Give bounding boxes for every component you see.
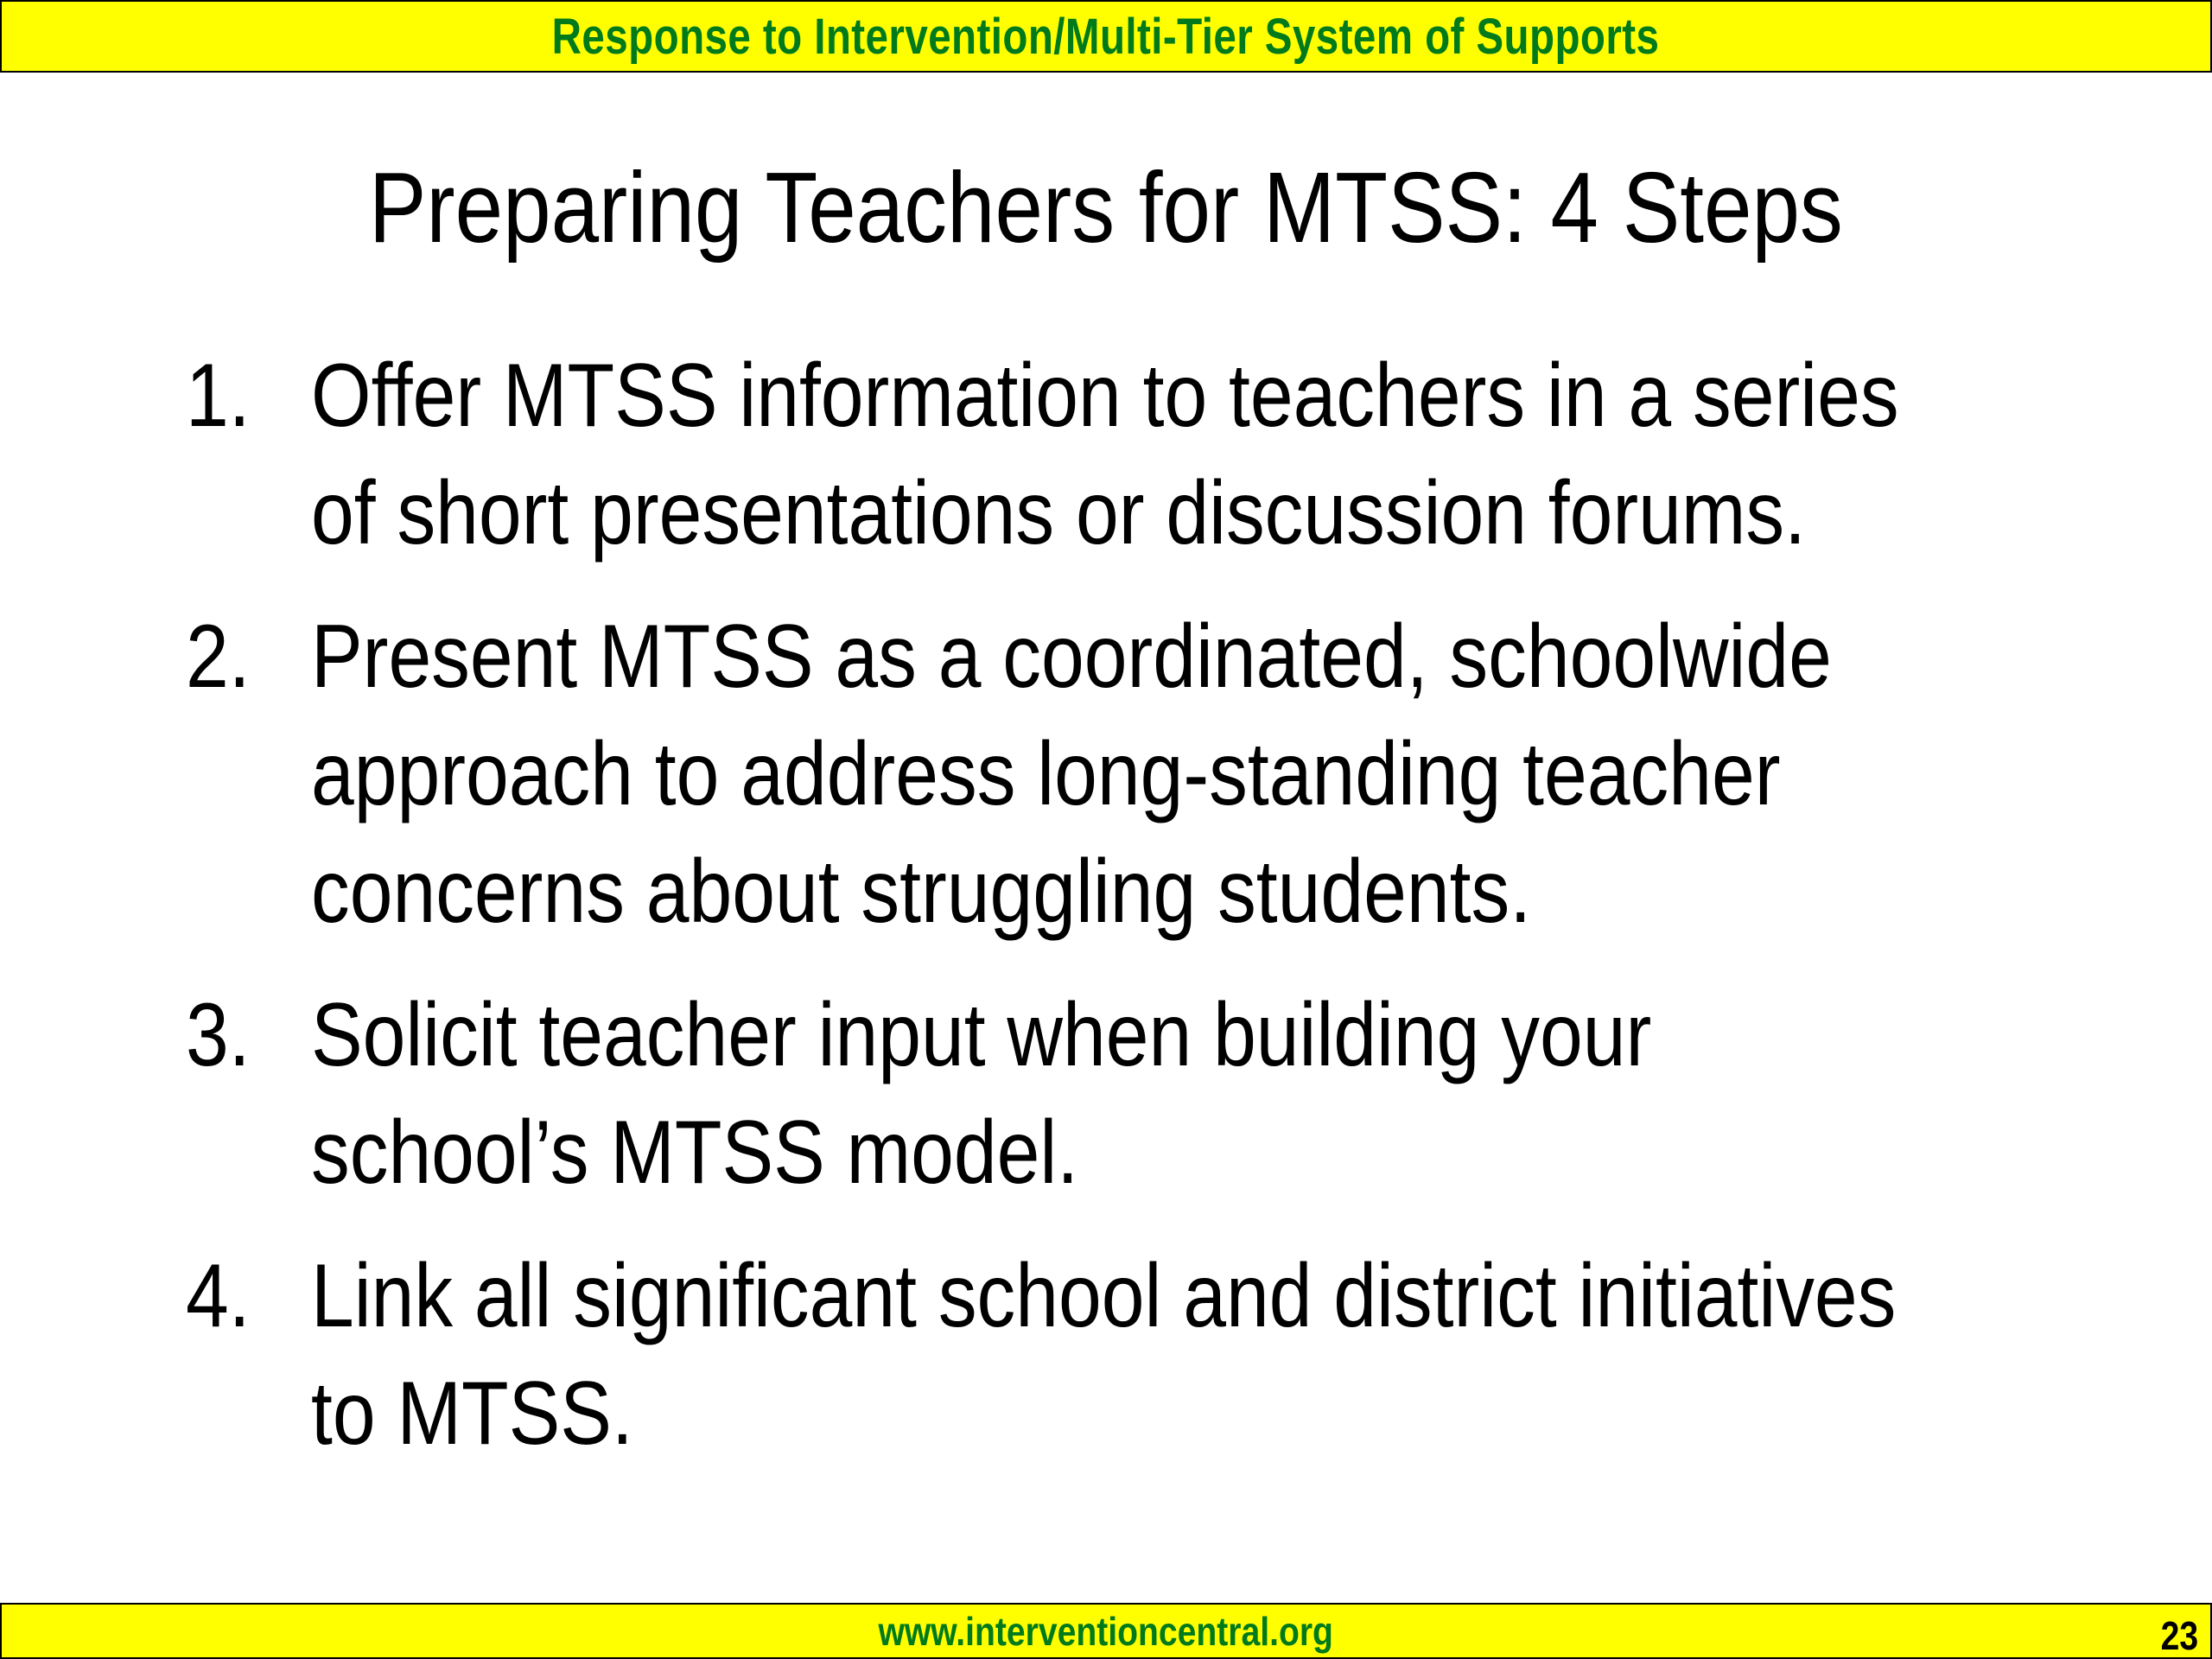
slide-title-text: Preparing Teachers for MTSS: 4 Steps <box>369 151 1843 264</box>
step-line: Present MTSS as a coordinated, schoolwide <box>311 607 1832 707</box>
footer-url-container <box>2 1605 2210 1657</box>
step-item-2 <box>186 598 2069 950</box>
step-line: Solicit teacher input when building your <box>311 985 1652 1085</box>
step-text <box>311 598 2079 950</box>
header-banner <box>0 0 2212 73</box>
footer-banner <box>0 1603 2212 1659</box>
step-line: approach to address long-standing teacher <box>311 724 1781 824</box>
step-text <box>311 1237 2154 1472</box>
step-number: 2. <box>186 607 251 707</box>
step-line: to MTSS. <box>311 1363 633 1464</box>
slide-title <box>0 147 2212 268</box>
step-line: Link all significant school and district initiatives <box>311 1246 1897 1346</box>
step-line: Offer MTSS information to teachers in a series <box>311 346 1899 446</box>
step-line: concerns about struggling students. <box>311 842 1532 942</box>
footer-url-link[interactable]: www.interventioncentral.org <box>878 1608 1334 1654</box>
step-number: 3. <box>186 985 251 1085</box>
step-item-4 <box>186 1237 2069 1472</box>
page-number: 23 <box>2160 1613 2198 1658</box>
step-number: 4. <box>186 1246 251 1346</box>
step-item-1 <box>186 337 2069 572</box>
step-number: 1. <box>186 346 251 446</box>
step-line: of short presentations or discussion forums. <box>311 463 1806 563</box>
steps-list <box>186 337 2069 1498</box>
step-line: school’s MTSS model. <box>311 1103 1079 1203</box>
step-text <box>311 337 2158 572</box>
step-text <box>311 976 2069 1211</box>
step-item-3 <box>186 976 2069 1211</box>
header-text: Response to Intervention/Multi-Tier System of Supports <box>552 8 1660 65</box>
